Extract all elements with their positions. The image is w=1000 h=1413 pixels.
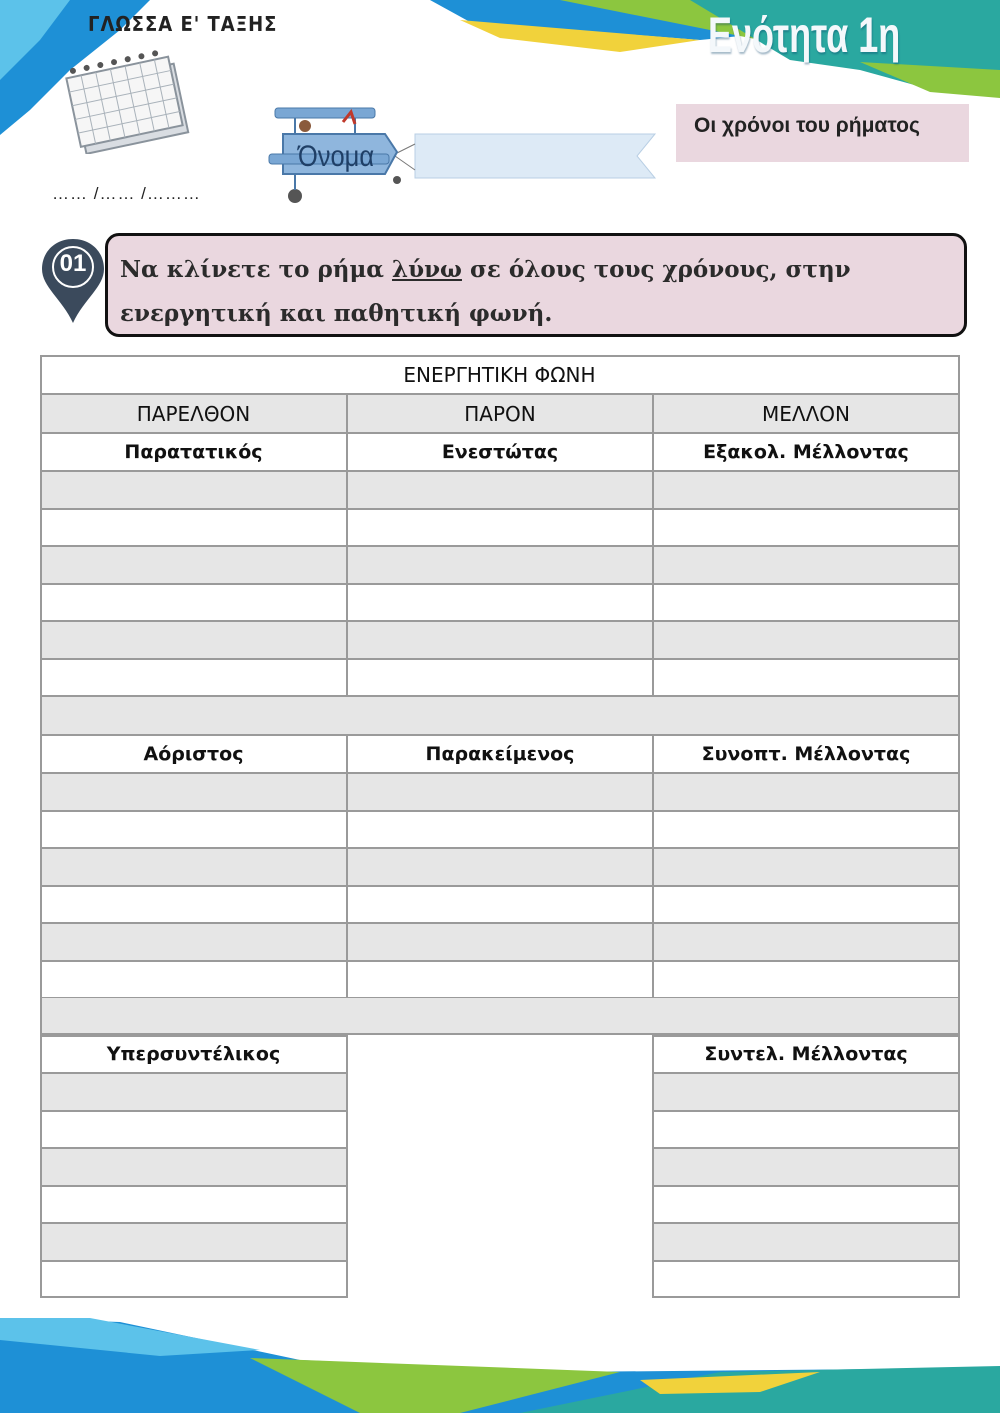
answer-cell[interactable] — [40, 1261, 347, 1299]
answer-cell[interactable] — [40, 509, 347, 547]
answer-cell[interactable] — [653, 923, 959, 961]
exercise-number: 01 — [59, 250, 87, 277]
answer-cell[interactable] — [40, 546, 347, 584]
answer-cell[interactable] — [653, 1223, 959, 1261]
tense-header: Εξακολ. Μέλλοντας — [653, 433, 959, 471]
name-label: Όνομα — [298, 140, 375, 173]
answer-cell[interactable] — [347, 848, 653, 886]
answer-cell[interactable] — [653, 1111, 959, 1149]
instruction-text-start: Να κλίνετε το ρήμα — [120, 256, 393, 283]
answer-cell[interactable] — [653, 1073, 959, 1111]
topic-label: Οι χρόνοι του ρήματος — [676, 104, 969, 162]
separator-row — [40, 696, 959, 735]
answer-cell[interactable] — [40, 923, 347, 961]
answer-cell[interactable] — [347, 961, 653, 999]
answer-cell[interactable] — [40, 621, 347, 659]
answer-cell[interactable] — [653, 811, 959, 849]
answer-cell[interactable] — [40, 584, 347, 622]
answer-cell[interactable] — [653, 584, 959, 622]
answer-cell[interactable] — [40, 659, 347, 697]
instruction-text-end: σε όλους τους χρόνους, στην ενεργητική και παθητική φωνή. — [120, 256, 851, 327]
answer-cell[interactable] — [347, 811, 653, 849]
exercise-instruction — [105, 233, 967, 337]
tense-header: Παρατατικός — [40, 433, 347, 471]
answer-cell[interactable] — [40, 1186, 347, 1224]
answer-cell[interactable] — [40, 1111, 347, 1149]
answer-cell[interactable] — [347, 621, 653, 659]
answer-cell[interactable] — [653, 659, 959, 697]
tense-header: Αόριστος — [40, 735, 347, 773]
answer-cell[interactable] — [40, 1148, 347, 1186]
answer-cell[interactable] — [347, 886, 653, 924]
column-header: ΜΕΛΛΟΝ — [653, 394, 959, 433]
answer-cell[interactable] — [653, 471, 959, 509]
answer-cell[interactable] — [653, 1186, 959, 1224]
answer-cell[interactable] — [653, 773, 959, 811]
answer-cell[interactable] — [653, 1148, 959, 1186]
table-title: ΕΝΕΡΓΗΤΙΚΗ ΦΩΝΗ — [40, 355, 959, 394]
unit-title: Ενότητα 1η — [708, 7, 901, 63]
answer-cell[interactable] — [40, 1073, 347, 1111]
answer-cell[interactable] — [40, 1223, 347, 1261]
answer-cell[interactable] — [347, 773, 653, 811]
tense-header: Συνοπτ. Μέλλοντας — [653, 735, 959, 773]
tense-header: Ενεστώτας — [347, 433, 653, 471]
answer-cell[interactable] — [653, 1261, 959, 1299]
answer-cell[interactable] — [347, 546, 653, 584]
tense-header: Παρακείμενος — [347, 735, 653, 773]
answer-cell[interactable] — [653, 509, 959, 547]
separator-row — [40, 997, 959, 1035]
tense-header: Υπερσυντέλικος — [40, 1035, 347, 1073]
answer-cell[interactable] — [40, 471, 347, 509]
answer-cell[interactable] — [40, 848, 347, 886]
answer-cell[interactable] — [653, 621, 959, 659]
answer-cell[interactable] — [653, 546, 959, 584]
answer-cell[interactable] — [347, 471, 653, 509]
answer-cell[interactable] — [347, 584, 653, 622]
answer-cell[interactable] — [40, 811, 347, 849]
answer-cell[interactable] — [653, 848, 959, 886]
date-field[interactable]: …… /…… /……… — [52, 184, 201, 203]
answer-cell[interactable] — [653, 886, 959, 924]
calendar-icon — [62, 44, 194, 154]
column-header: ΠΑΡΟΝ — [347, 394, 653, 433]
answer-cell[interactable] — [653, 961, 959, 999]
answer-cell[interactable] — [347, 509, 653, 547]
column-header: ΠΑΡΕΛΘΟΝ — [40, 394, 347, 433]
answer-cell[interactable] — [347, 923, 653, 961]
answer-cell[interactable] — [40, 886, 347, 924]
tense-header: Συντελ. Μέλλοντας — [653, 1035, 959, 1073]
answer-cell[interactable] — [40, 773, 347, 811]
verb-underlined: λύνω — [392, 256, 462, 283]
answer-cell[interactable] — [40, 961, 347, 999]
subject-title: ΓΛΩΣΣΑ Ε' ΤΑΞΗΣ — [88, 12, 278, 36]
answer-cell[interactable] — [347, 659, 653, 697]
